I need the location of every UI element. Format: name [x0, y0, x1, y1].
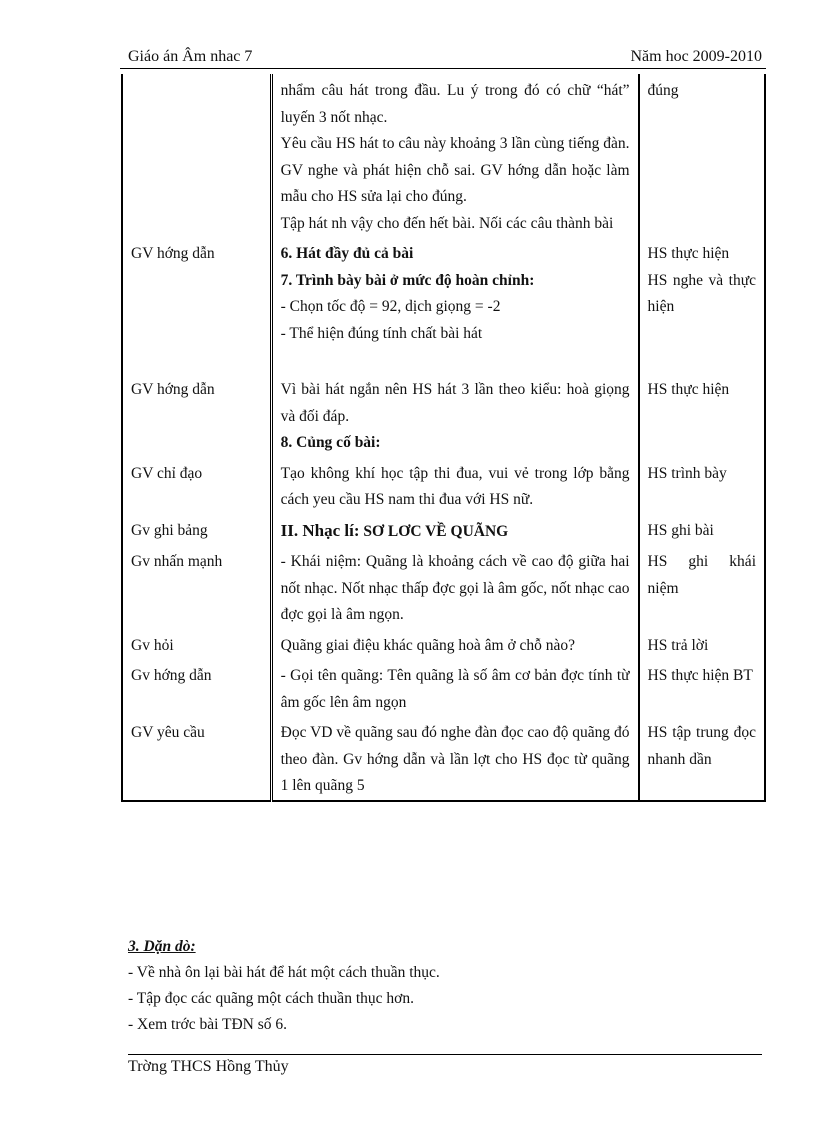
content-line: Đọc VD về quãng sau đó nghe đàn đọc cao độ quãng đó theo đàn. Gv hớng dẫn và lần lợt cho HS đọc từ quãng 1 lên quãng 5: [280, 724, 630, 794]
student-cell: HS trả lời: [639, 629, 765, 660]
content-cell: [271, 716, 638, 801]
student-cell: HS trình bày: [639, 457, 765, 514]
content-cell: [271, 545, 638, 629]
content-cell: [271, 373, 638, 457]
teacher-cell: GV chỉ đạo: [122, 457, 271, 514]
content-cell: [271, 514, 638, 546]
section-heading: II. Nhạc lí:: [280, 520, 360, 540]
content-line: Tạo không khí học tập thi đua, vui vẻ trong lớp bằng cách yeu cầu HS nam thi đua với HS nữ.: [280, 464, 630, 508]
content-line: - Khái niệm: Quãng là khoảng cách về cao độ giữa hai nốt nhạc. Nốt nhạc thấp đợc gọi là âm gốc, nốt nhạc cao đợc gọi là âm ngọn.: [280, 553, 630, 623]
table-row: [122, 545, 765, 629]
content-line: nhẩm câu hát trong đầu. Lu ý trong đó có chữ “hát” luyến 3 nốt nhạc.: [280, 82, 630, 126]
content-cell: [271, 659, 638, 716]
student-cell: HS thực hiện BT: [639, 659, 765, 716]
content-line: Quãng giai điệu khác quãng hoà âm ở chỗ nào?: [280, 636, 576, 654]
student-line: HS thực hiện: [647, 245, 730, 262]
homework-item: - Về nhà ôn lại bài hát để hát một cách thuần thục.: [128, 964, 440, 981]
header-subject: Giáo án Âm nhac 7: [128, 48, 253, 65]
teacher-cell: GV yêu cầu: [122, 716, 271, 801]
homework-section: [128, 934, 758, 1038]
content-line: - Gọi tên quãng: Tên quãng là số âm cơ bản đợc tính từ âm gốc lên âm ngọn: [280, 667, 630, 711]
table-row: [122, 373, 765, 457]
teacher-cell: Gv nhấn mạnh: [122, 545, 271, 629]
table-row: [122, 237, 765, 373]
content-line: - Thể hiện đúng tính chất bài hát: [280, 324, 483, 342]
header-rule: [120, 68, 766, 69]
content-cell: [271, 74, 638, 237]
student-cell: [639, 237, 765, 373]
lesson-table: [121, 74, 766, 802]
teacher-cell: Gv ghi bảng: [122, 514, 271, 546]
header-school-year: Năm hoc 2009-2010: [630, 48, 762, 65]
footer-rule: [128, 1054, 762, 1055]
homework-item: - Xem trớc bài TĐN số 6.: [128, 1016, 288, 1033]
table-row: [122, 716, 765, 801]
teacher-cell: [122, 74, 271, 237]
student-cell: HS thực hiện: [639, 373, 765, 457]
section-heading: 7. Trình bày bài ở mức độ hoàn chỉnh:: [280, 271, 535, 289]
teacher-cell: GV hớng dẫn: [122, 373, 271, 457]
table-row: [122, 514, 765, 546]
content-line: - Chọn tốc độ = 92, dịch giọng = -2: [280, 298, 501, 315]
spacer: [281, 347, 630, 373]
table-row: [122, 457, 765, 514]
homework-title: 3. Dặn dò:: [128, 938, 196, 955]
section-heading: 8. Củng cố bài:: [280, 434, 381, 451]
table-row: [122, 659, 765, 716]
page-header: [128, 48, 762, 70]
content-cell: [271, 457, 638, 514]
student-cell: đúng: [639, 74, 765, 237]
student-cell: HS tập trung đọc nhanh dần: [639, 716, 765, 801]
section-heading-title: SƠ LƠC VỀ QUÃNG: [363, 522, 509, 540]
table-row: [122, 629, 765, 660]
content-line: Yêu cầu HS hát to câu này khoảng 3 lần cùng tiếng đàn. GV nghe và phát hiện chỗ sai. GV hớng dẫn hoặc làm mẫu cho HS sửa lại cho đúng.: [280, 135, 630, 205]
content-cell: [271, 629, 638, 660]
student-cell: HS ghi bài: [639, 514, 765, 546]
section-heading: 6. Hát đầy đủ cả bài: [280, 245, 414, 262]
teacher-cell: Gv hớng dẫn: [122, 659, 271, 716]
teacher-cell: Gv hỏi: [122, 629, 271, 660]
content-cell: [271, 237, 638, 373]
content-line: Vì bài hát ngắn nên HS hát 3 lần theo kiểu: hoà giọng và đối đáp.: [280, 381, 630, 425]
content-line: Tập hát nh vậy cho đến hết bài. Nối các câu thành bài: [280, 214, 614, 232]
student-cell: HS ghi khái niệm: [639, 545, 765, 629]
teacher-cell: GV hớng dẫn: [122, 237, 271, 373]
footer-school: Trờng THCS Hồng Thủy: [128, 1058, 289, 1075]
student-line: HS nghe và thực hiện: [647, 271, 756, 315]
table-row: [122, 74, 765, 237]
homework-item: - Tập đọc các quãng một cách thuần thục hơn.: [128, 990, 414, 1007]
